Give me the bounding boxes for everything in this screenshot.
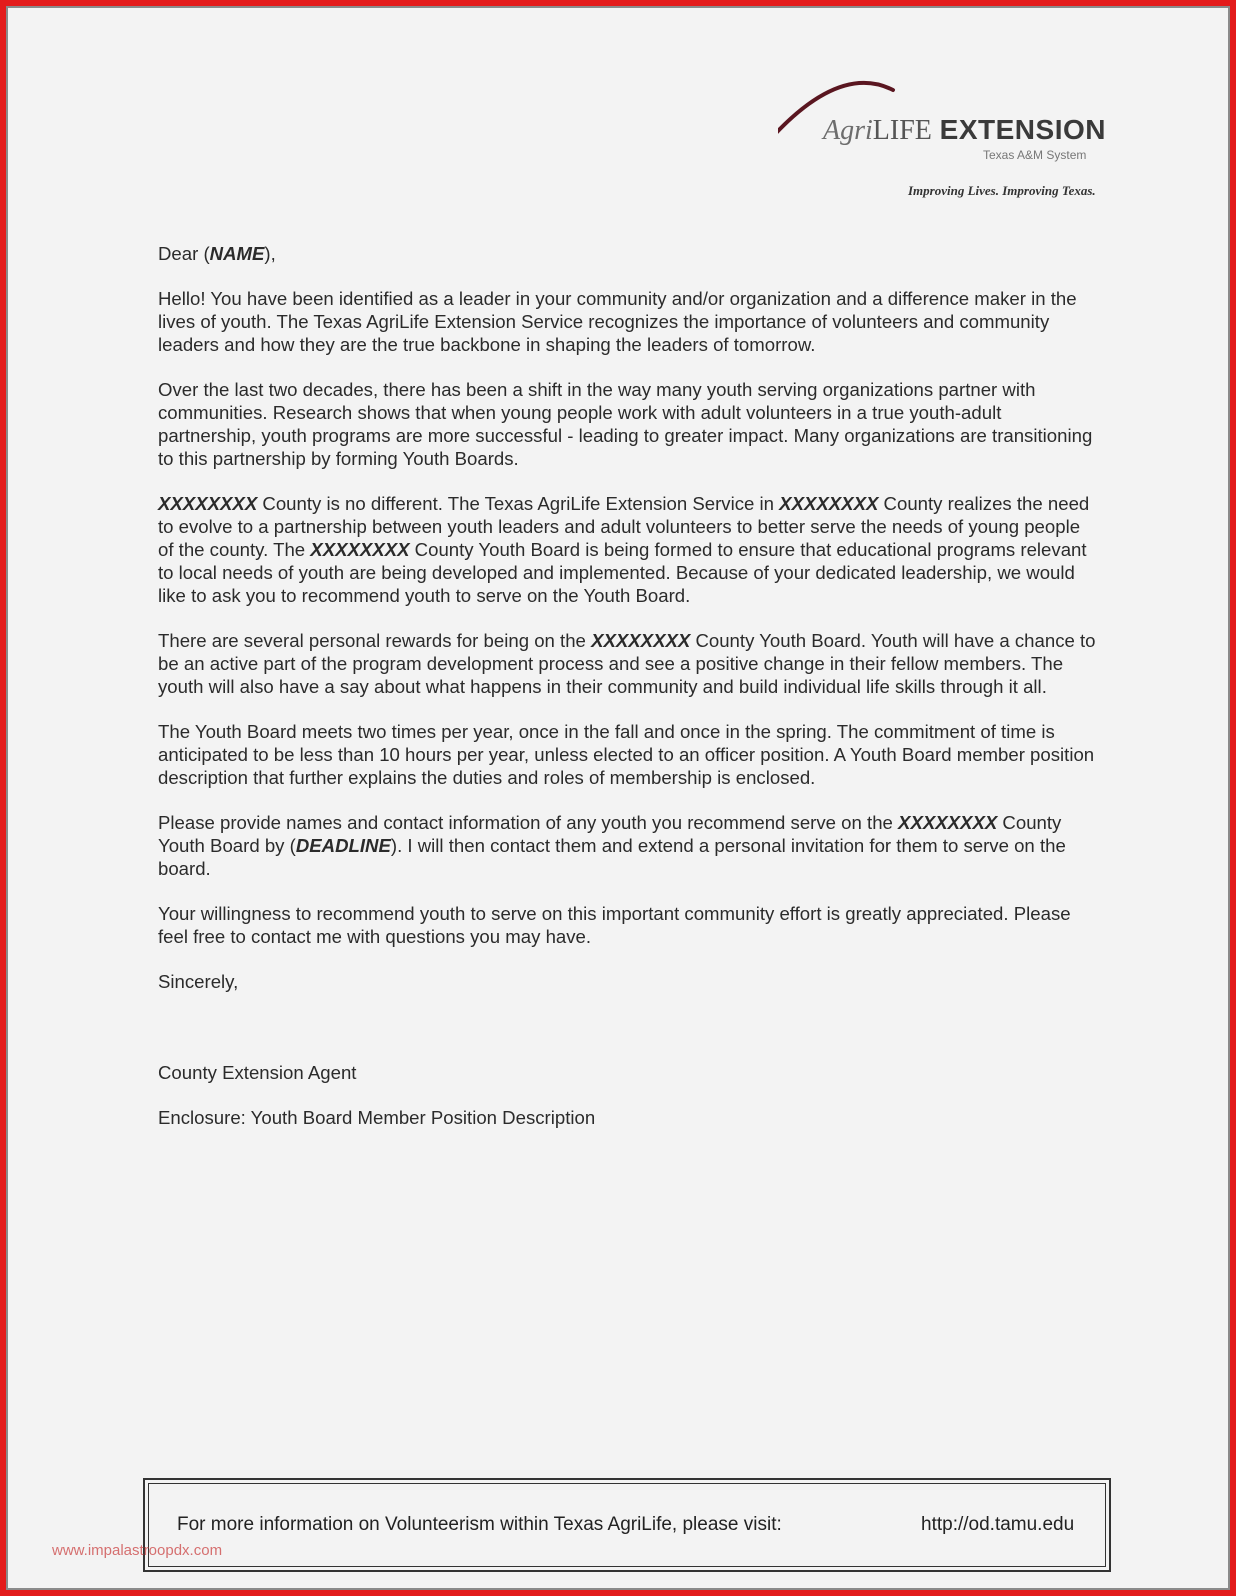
- footer-url[interactable]: http://od.tamu.edu: [921, 1514, 1075, 1535]
- paragraph-rewards: There are several personal rewards for being on the XXXXXXXX County Youth Board. Youth will have a chance to be an active part of the program development process and see a positive change in their fellow members. The youth will also have a say about what happens in their community and build individual life skills through it all.: [158, 630, 1096, 697]
- tagline: Improving Lives. Improving Texas.: [908, 183, 1096, 198]
- county-placeholder: XXXXXXXX: [310, 539, 410, 560]
- logo-extension: EXTENSION: [939, 114, 1106, 145]
- logo-wordmark: [823, 114, 1106, 147]
- enclosure: Enclosure: Youth Board Member Position Description: [158, 1107, 596, 1128]
- letter-body: [158, 242, 1098, 1151]
- deadline-placeholder: DEADLINE: [295, 835, 391, 856]
- paragraph-meetings: The Youth Board meets two times per year, once in the fall and once in the spring. The commitment of time is anticipated to be less than 10 hours per year, unless elected to an officer position. A Youth Board member position description that further explains the duties and roles of membership is enclosed.: [158, 721, 1095, 788]
- watermark: www.impalastroopdx.com: [52, 1542, 223, 1559]
- county-placeholder: XXXXXXXX: [158, 493, 258, 514]
- signature: County Extension Agent: [158, 1062, 357, 1083]
- paragraph-thanks: Your willingness to recommend youth to serve on this important community effort is greatly appreciated. Please feel free to contact me with questions you may have.: [158, 903, 1071, 947]
- paragraph-request: Please provide names and contact information of any youth you recommend serve on the XXXXXXXX County Youth Board by (DEADLINE). I will then contact them and extend a personal invitation for them to serve on the board.: [158, 812, 1066, 879]
- logo-agri: Agri: [823, 115, 873, 146]
- footer-text: For more information on Volunteerism within Texas AgriLife, please visit:: [177, 1514, 782, 1535]
- county-placeholder: XXXXXXXX: [591, 630, 691, 651]
- paragraph-county: XXXXXXXX County is no different. The Texas AgriLife Extension Service in XXXXXXXX County realizes the need to evolve to a partnership between youth leaders and adult volunteers to better serve the needs of young people of the county. The XXXXXXXX County Youth Board is being formed to ensure that educational programs relevant to local needs of youth are being developed and implemented. Because of your dedicated leadership, we would like to ask you to recommend youth to serve on the Youth Board.: [158, 493, 1090, 606]
- logo-subtitle: Texas A&M System: [983, 148, 1087, 162]
- closing: Sincerely,: [158, 971, 239, 992]
- county-placeholder: XXXXXXXX: [779, 493, 879, 514]
- footer-info-box: [143, 1478, 1111, 1572]
- paragraph-shift: Over the last two decades, there has been a shift in the way many youth serving organizations partner with communities. Research shows that when young people work with adult volunteers in a true youth-adult partnership, youth programs are more successful - leading to greater impact. Many organizations are transitioning to this partnership by forming Youth Boards.: [158, 379, 1093, 469]
- document-page: [6, 6, 1230, 1590]
- name-placeholder: NAME: [209, 243, 265, 264]
- paragraph-intro: Hello! You have been identified as a leader in your community and/or organization and a difference maker in the lives of youth. The Texas AgriLife Extension Service recognizes the importance of volunteers and community leaders and how they are the true backbone in shaping the leaders of tomorrow.: [158, 288, 1077, 355]
- logo-life: LIFE: [872, 115, 932, 146]
- greeting: Dear (NAME),: [158, 243, 276, 264]
- county-placeholder: XXXXXXXX: [898, 812, 998, 833]
